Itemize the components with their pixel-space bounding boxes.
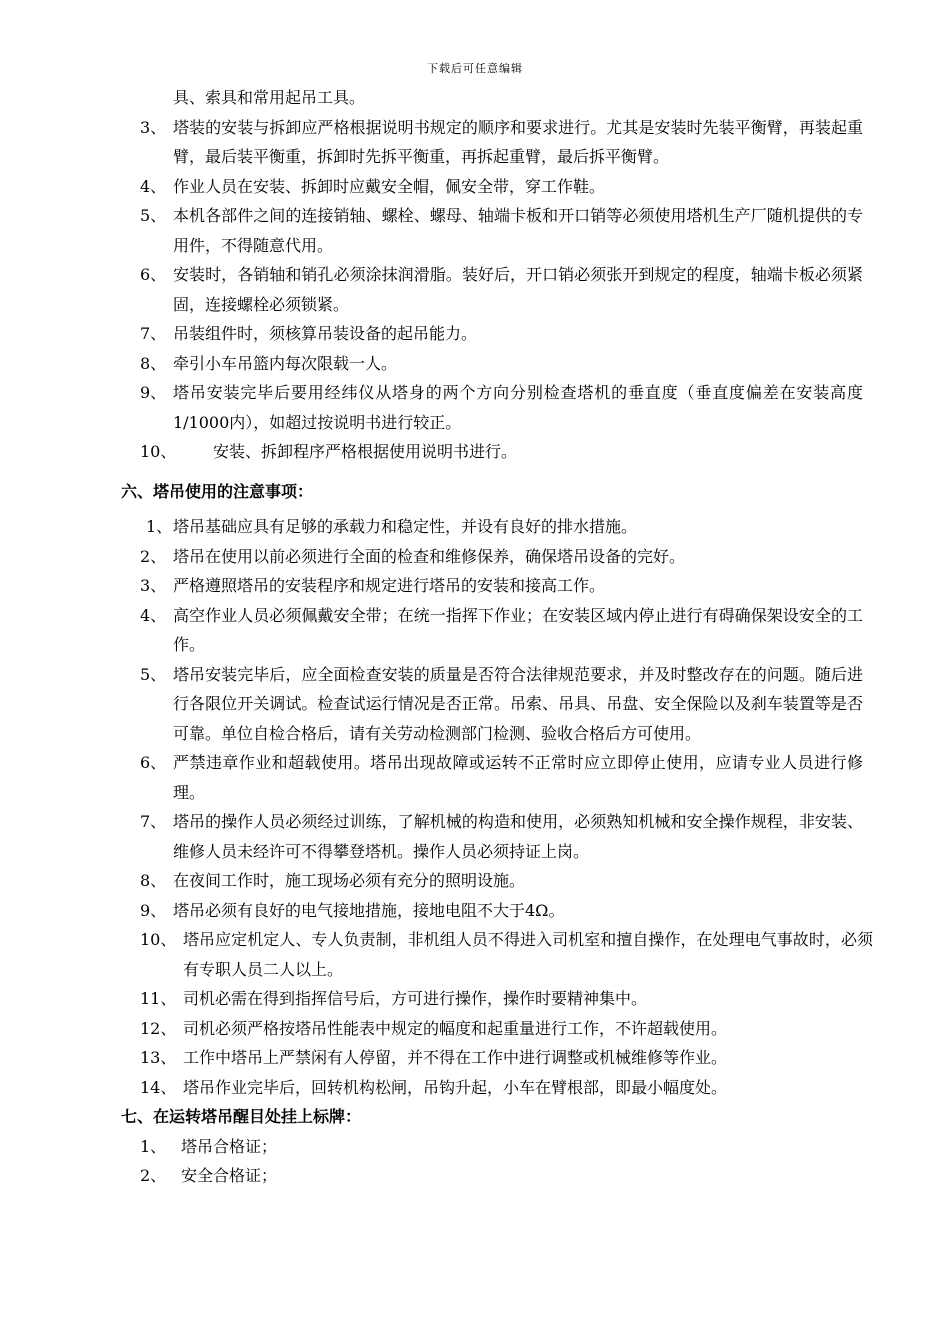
- list-item: [0, 378, 950, 437]
- list-item: [0, 113, 950, 172]
- list-item: [0, 260, 950, 319]
- list-item: [0, 1132, 950, 1162]
- item-number: 7、: [140, 324, 167, 343]
- item-number: 14、: [140, 1077, 177, 1097]
- section7-list: [0, 1132, 950, 1191]
- section-heading: 六、塔吊使用的注意事项：: [121, 481, 314, 501]
- list-item: [0, 1073, 950, 1103]
- section-heading: 七、在运转塔吊醒目处挂上标牌：: [121, 1107, 362, 1126]
- list-item: [0, 542, 950, 572]
- item-text: 吊装组件时，须核算吊装设备的起吊能力。: [173, 324, 478, 343]
- item-text: 司机必需在得到指挥信号后，方可进行操作，操作时要精神集中。: [183, 989, 648, 1008]
- list-item: [0, 172, 950, 202]
- list-item: [0, 866, 950, 896]
- item-text: 塔装的安装与拆卸应严格根据说明书规定的顺序和要求进行。尤其是安装时先装平衡臂，再装起重臂，最后装平衡重，拆卸时先拆平衡重，再拆起重臂，最后拆平衡臂。: [173, 117, 863, 166]
- list-item: [0, 512, 950, 542]
- item-text: 塔吊基础应具有足够的承载力和稳定性，并设有良好的排水措施。: [173, 517, 638, 536]
- item-text: 塔吊必须有良好的电气接地措施，接地电阻不大于4Ω。: [173, 900, 565, 920]
- item-number: 9、: [140, 383, 167, 402]
- paragraph-text: 具、索具和常用起吊工具。: [173, 88, 366, 107]
- item-text: 工作中塔吊上严禁闲有人停留，并不得在工作中进行调整或机械维修等作业。: [183, 1048, 728, 1067]
- item-number: 5、: [140, 206, 167, 225]
- item-text: 塔吊安装完毕后，应全面检查安装的质量是否符合法律规范要求，并及时整改存在的问题。随后进行各限位开关调试。检查试运行情况是否正常。吊索、吊具、吊盘、安全保险以及刹车装置等是否可靠。单位自检合格后，请有关劳动检测部门检测、验收合格后方可使用。: [173, 664, 863, 743]
- item-text: 本机各部件之间的连接销轴、螺栓、螺母、轴端卡板和开口销等必须使用塔机生产厂随机提供的专用件，不得随意代用。: [173, 206, 863, 255]
- list-item: [0, 1161, 950, 1191]
- document-body: [0, 83, 950, 1191]
- list-item: [0, 748, 950, 807]
- item-number: 1、: [146, 517, 173, 536]
- item-text: 塔吊的操作人员必须经过训练，了解机械的构造和使用，必须熟知机械和安全操作规程，非安装、维修人员未经许可不得攀登塔机。操作人员必须持证上岗。: [173, 812, 863, 861]
- item-text: 高空作业人员必须佩戴安全带；在统一指挥下作业；在安装区域内停止进行有碍确保架设安全的工作。: [173, 605, 863, 654]
- item-number: 9、: [140, 900, 167, 920]
- item-text: 作业人员在安装、拆卸时应戴安全帽，佩安全带，穿工作鞋。: [173, 176, 606, 196]
- item-text: 塔吊合格证；: [181, 1136, 278, 1156]
- item-number: 8、: [140, 871, 167, 890]
- item-number: 7、: [140, 812, 167, 831]
- item-number: 4、: [140, 605, 167, 625]
- item-number: 12、: [140, 1018, 177, 1038]
- list-item: [0, 319, 950, 349]
- item-text: 严格遵照塔吊的安装程序和规定进行塔吊的安装和接高工作。: [173, 576, 606, 595]
- item-number: 6、: [140, 265, 167, 284]
- item-text: 塔吊作业完毕后，回转机构松闸，吊钩升起，小车在臂根部，即最小幅度处。: [183, 1077, 728, 1097]
- page-header: 下载后可任意编辑: [427, 62, 523, 75]
- list-item: [0, 349, 950, 379]
- item-number: 1、: [140, 1136, 167, 1156]
- item-number: 13、: [140, 1048, 177, 1067]
- list-item: [0, 660, 950, 749]
- item-text: 牵引小车吊篮内每次限载一人。: [173, 353, 398, 373]
- item-number: 8、: [140, 353, 167, 373]
- item-number: 10、: [140, 442, 177, 461]
- item-text: 塔吊安装完毕后要用经纬仪从塔身的两个方向分别检查塔机的垂直度（垂直度偏差在安装高度1/1000内），如超过按说明书进行较正。: [173, 383, 863, 432]
- item-text: 安全合格证；: [181, 1166, 278, 1185]
- item-text: 严禁违章作业和超载使用。塔吊出现故障或运转不正常时应立即停止使用，应请专业人员进行修理。: [173, 753, 863, 802]
- item-text: 在夜间工作时，施工现场必须有充分的照明设施。: [173, 871, 526, 890]
- item-number: 5、: [140, 664, 167, 684]
- list-item: [0, 1014, 950, 1044]
- list-item: [0, 896, 950, 926]
- section6-list: [0, 512, 950, 1102]
- item-number: 11、: [140, 989, 177, 1008]
- list-item: [0, 437, 950, 467]
- list-item: [0, 807, 950, 866]
- item-text: 塔吊应定机定人、专人负责制，非机组人员不得进入司机室和擅自操作，在处理电气事故时，必须有专职人员二人以上。: [183, 930, 873, 979]
- item-text: 安装时，各销轴和销孔必须涂抹润滑脂。装好后，开口销必须张开到规定的程度，轴端卡板必须紧固，连接螺栓必须锁紧。: [173, 265, 863, 314]
- section5-list: [0, 113, 950, 467]
- item-number: 3、: [140, 576, 167, 595]
- list-item: [0, 201, 950, 260]
- list-item: [0, 984, 950, 1014]
- item-number: 4、: [140, 176, 167, 196]
- continuation-line: [0, 83, 950, 113]
- item-number: 2、: [140, 546, 167, 566]
- list-item: [0, 925, 950, 984]
- item-number: 10、: [140, 930, 177, 949]
- item-number: 2、: [140, 1166, 167, 1185]
- item-text: 塔吊在使用以前必须进行全面的检查和维修保养，确保塔吊设备的完好。: [173, 546, 686, 566]
- list-item: [0, 1043, 950, 1073]
- item-number: 6、: [140, 753, 167, 772]
- item-text: 安装、拆卸程序严格根据使用说明书进行。: [213, 442, 518, 461]
- list-item: [0, 571, 950, 601]
- list-item: [0, 601, 950, 660]
- item-number: 3、: [140, 117, 167, 137]
- item-text: 司机必须严格按塔吊性能表中规定的幅度和起重量进行工作，不许超载使用。: [183, 1018, 728, 1038]
